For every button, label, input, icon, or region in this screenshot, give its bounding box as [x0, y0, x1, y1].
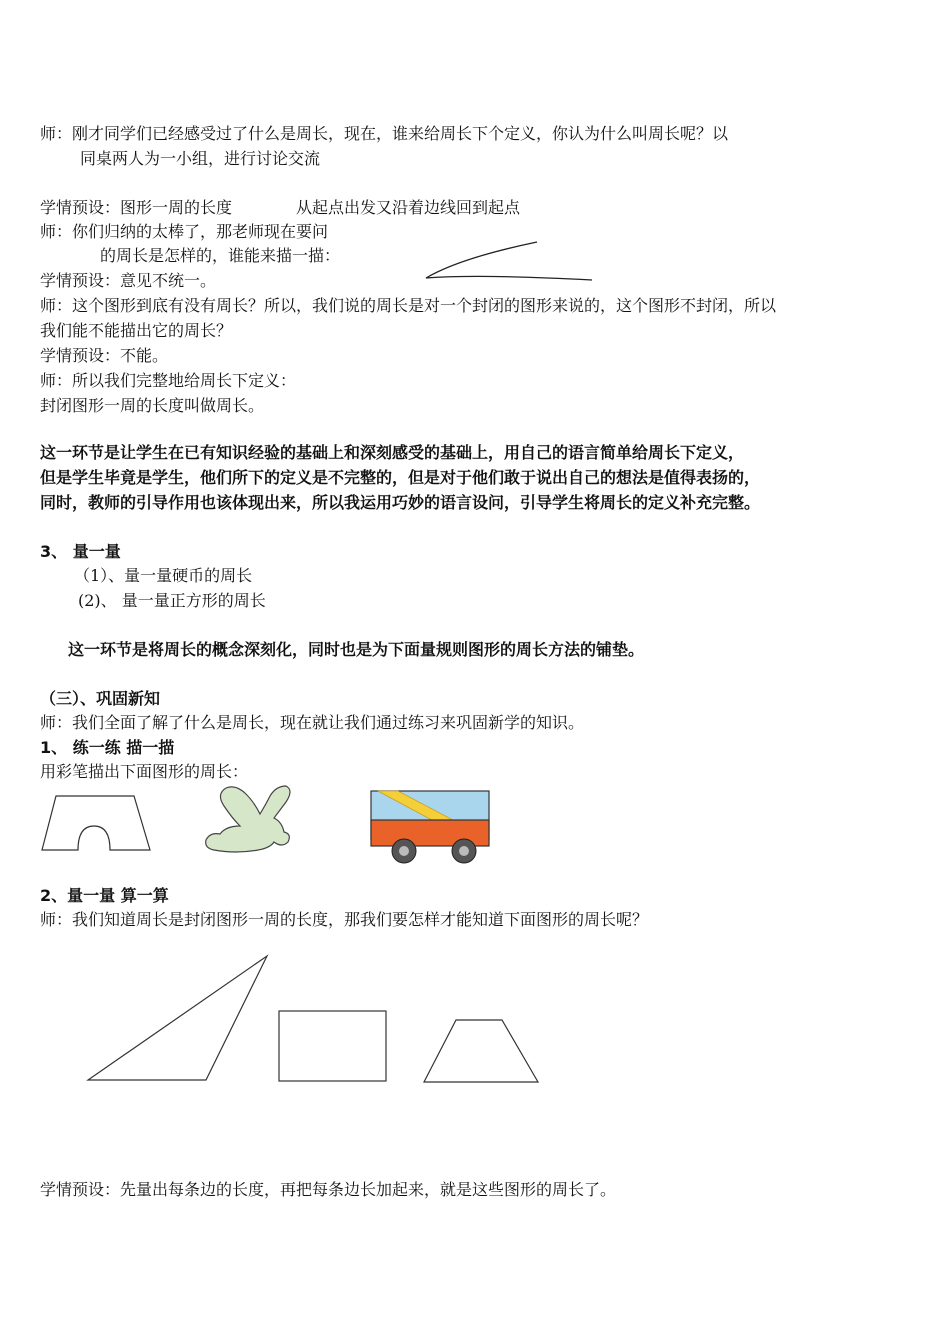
teacher-line-3: 师：这个图形到底有没有周长？所以，我们说的周长是对一个封闭的图形来说的，这个图形不封闭，所以	[40, 296, 777, 315]
preset-line-3: 学情预设：不能。	[40, 346, 169, 365]
preset-line-1b: 从起点出发又沿着边线回到起点	[296, 198, 521, 217]
preset-line-1a: 学情预设：图形一周的长度	[40, 198, 233, 217]
teacher-line-2: 师：你们归纳的太棒了，那老师现在要问	[40, 222, 329, 241]
measure-heading: 3、 量一量	[40, 542, 121, 561]
commentary-1-line-1: 这一环节是让学生在已有知识经验的基础上和深刻感受的基础上，用自己的语言简单给周长下定义，	[40, 443, 745, 462]
commentary-1-line-3: 同时，教师的引导作用也该体现出来，所以我运用巧妙的语言设问，引导学生将周长的定义补充完整。	[40, 493, 761, 512]
commentary-2: 这一环节是将周长的概念深刻化，同时也是为下面量规则图形的周长方法的铺垫。	[68, 640, 645, 659]
arch-shape	[38, 792, 156, 854]
teacher-line-4: 师：所以我们完整地给周长下定义：	[40, 371, 297, 390]
exercise-1-heading: 1、 练一练 描一描	[40, 738, 175, 757]
open-curve-figure	[420, 236, 600, 286]
consolidate-teacher-line: 师：我们全面了解了什么是周长，现在就让我们通过练习来巩固新学的知识。	[40, 713, 585, 732]
triangle-shape	[82, 952, 274, 1086]
measure-item-1: （1）、量一量硬币的周长	[74, 566, 253, 585]
exercise-1-instruction: 用彩笔描出下面图形的周长：	[40, 762, 249, 781]
bus-shape	[368, 788, 494, 868]
teacher-line-1: 师：刚才同学们已经感受过了什么是周长，现在，谁来给周长下个定义，你认为什么叫周长呢？以	[40, 124, 729, 143]
commentary-1-line-2: 但是学生毕竟是学生，他们所下的定义是不完整的，但是对于他们敢于说出自己的想法是值得表扬的，	[40, 468, 761, 487]
preset-final-line: 学情预设：先量出每条边的长度，再把每条边长加起来，就是这些图形的周长了。	[40, 1180, 617, 1199]
rabbit-shape	[196, 782, 300, 858]
measure-item-2: (2)、 量一量正方形的周长	[78, 591, 266, 610]
definition-line: 封闭图形一周的长度叫做周长。	[40, 396, 265, 415]
teacher-line-2-cont: 的周长是怎样的，谁能来描一描：	[100, 246, 341, 265]
preset-line-2: 学情预设：意见不统一。	[40, 271, 217, 290]
rectangle-shape	[276, 1008, 390, 1084]
trapezoid-shape	[420, 1016, 544, 1086]
teacher-line-3-cont: 我们能不能描出它的周长？	[40, 321, 233, 340]
consolidate-heading: （三）、巩固新知	[40, 689, 161, 708]
exercise-2-teacher-line: 师：我们知道周长是封闭图形一周的长度，那我们要怎样才能知道下面图形的周长呢？	[40, 910, 649, 929]
teacher-line-1-cont: 同桌两人为一小组，进行讨论交流	[80, 149, 321, 168]
exercise-2-heading: 2、量一量 算一算	[40, 886, 169, 905]
